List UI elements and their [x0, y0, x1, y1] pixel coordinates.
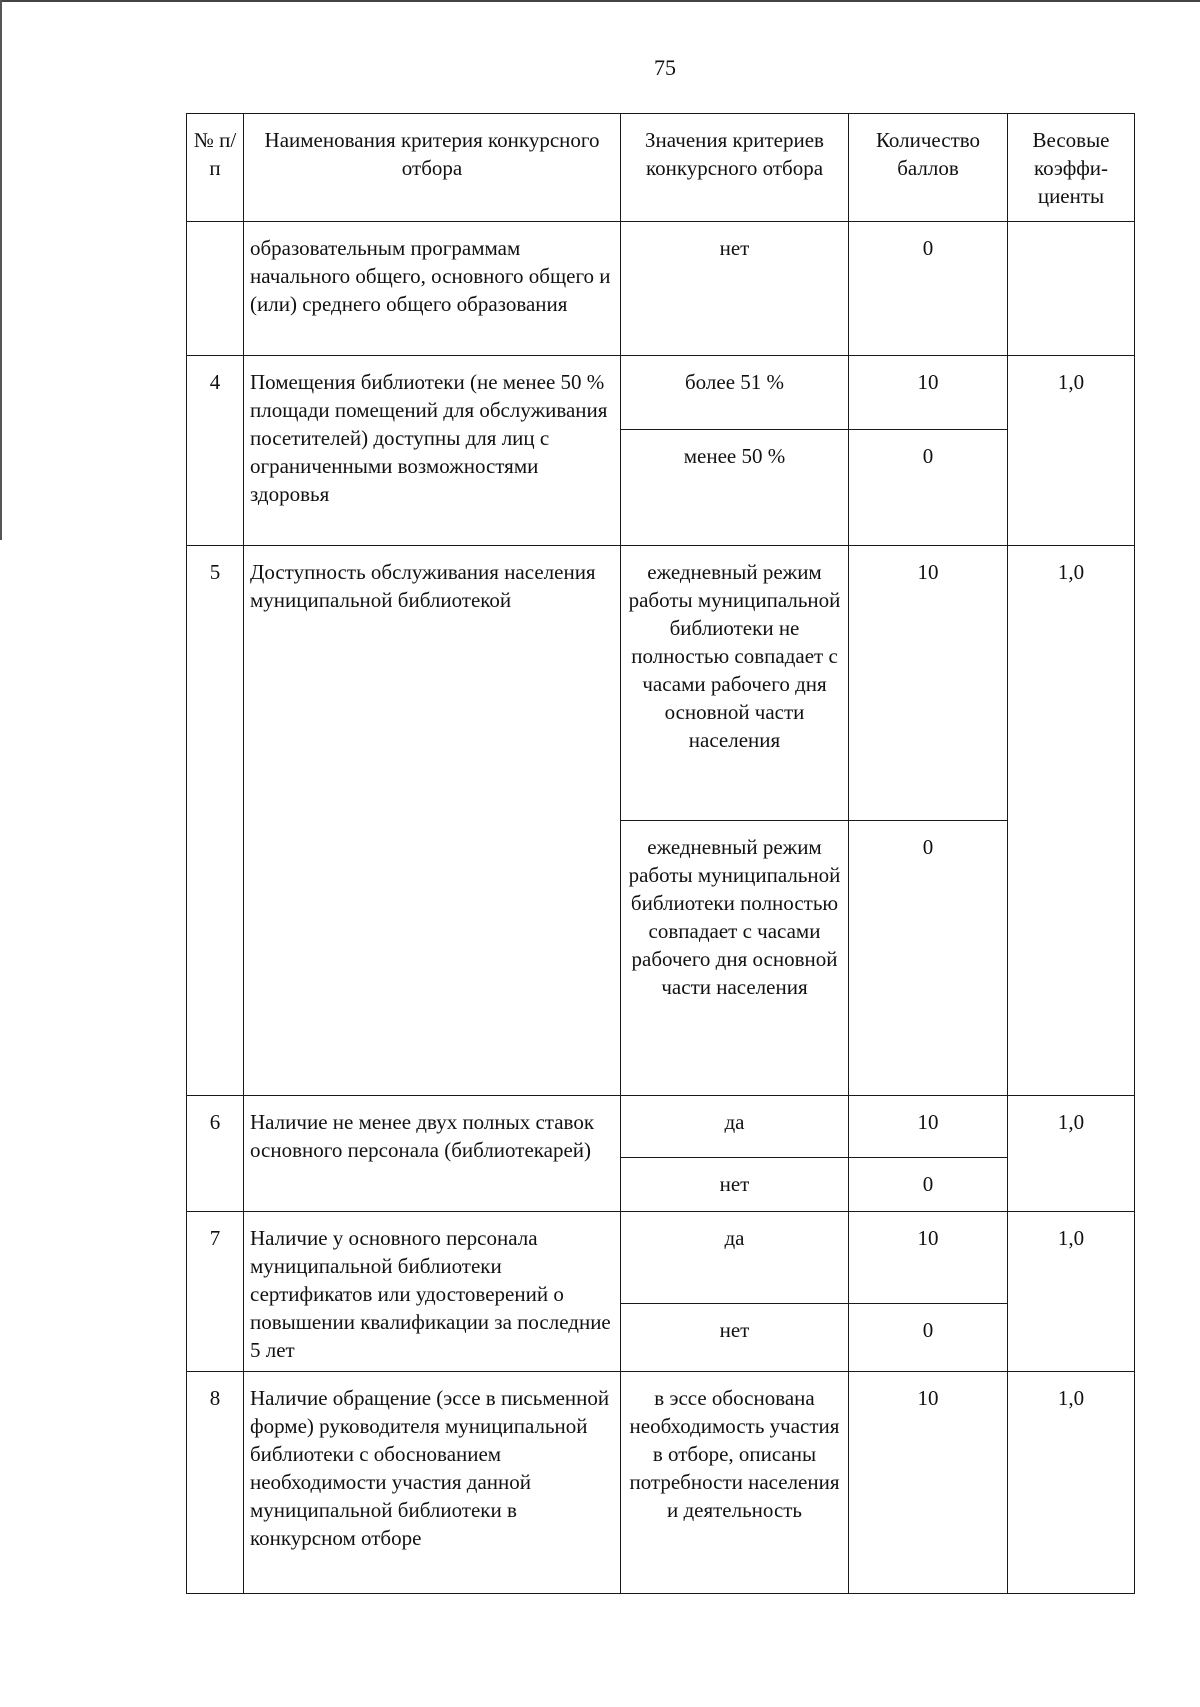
row5-option2-points: 0	[849, 821, 1008, 1096]
row4-option1-value: более 51 %	[621, 356, 849, 430]
row-cont-value: нет	[621, 222, 849, 356]
header-name: Наименования критерия конкурсного отбора	[244, 114, 621, 222]
row4-name: Помещения библиотеки (не менее 50 % площади помещений для обслуживания посетителей) доступны для лиц с ограниченными возможностями здоровья	[244, 356, 621, 546]
row6-coef: 1,0	[1008, 1096, 1135, 1212]
row7-option2-points: 0	[849, 1304, 1008, 1372]
header-coef: Весовые коэффи-циенты	[1008, 114, 1135, 222]
page-number: 75	[654, 55, 676, 80]
row8-option1-points: 10	[849, 1372, 1008, 1594]
row7-option1-value: да	[621, 1212, 849, 1304]
row-cont-num	[187, 222, 244, 356]
row5-coef: 1,0	[1008, 546, 1135, 1096]
row4-option2-points: 0	[849, 430, 1008, 546]
row5-name: Доступность обслуживания населения муниципальной библиотекой	[244, 546, 621, 1096]
scan-edge-left	[0, 0, 2, 540]
row5-option2-value: ежедневный режим работы муниципальной библиотеки полностью совпадает с часами рабочего дня основной части населения	[621, 821, 849, 1096]
criteria-table	[186, 113, 1135, 1594]
table-row-7	[187, 1212, 1135, 1304]
table-row-continuation	[187, 222, 1135, 356]
row-cont-coef	[1008, 222, 1135, 356]
table-row-8	[187, 1372, 1135, 1594]
row6-option1-value: да	[621, 1096, 849, 1158]
table-row-6	[187, 1096, 1135, 1158]
table-header-row	[187, 114, 1135, 222]
row7-name: Наличие у основного персонала муниципальной библиотеки сертификатов или удостоверений о повышении квалификации за последние 5 лет	[244, 1212, 621, 1372]
row7-option1-points: 10	[849, 1212, 1008, 1304]
row4-num: 4	[187, 356, 244, 546]
row7-coef: 1,0	[1008, 1212, 1135, 1372]
row7-num: 7	[187, 1212, 244, 1372]
row5-option1-points: 10	[849, 546, 1008, 821]
row6-option2-value: нет	[621, 1158, 849, 1212]
row5-option1-value: ежедневный режим работы муниципальной библиотеки не полностью совпадает с часами рабочего дня основной части населения	[621, 546, 849, 821]
row4-coef: 1,0	[1008, 356, 1135, 546]
row4-option2-value: менее 50 %	[621, 430, 849, 546]
header-values: Значения критериев конкурсного отбора	[621, 114, 849, 222]
row7-option2-value: нет	[621, 1304, 849, 1372]
row8-option1-value: в эссе обоснована необходимость участия в отборе, описаны потребности населения и деятельность	[621, 1372, 849, 1594]
row6-name: Наличие не менее двух полных ставок основного персонала (библиотекарей)	[244, 1096, 621, 1212]
row8-name: Наличие обращение (эссе в письменной форме) руководителя муниципальной библиотеки с обоснованием необходимости участия данной муниципальной библиотеки в конкурсном отборе	[244, 1372, 621, 1594]
table-row-5	[187, 546, 1135, 821]
row6-option2-points: 0	[849, 1158, 1008, 1212]
row6-num: 6	[187, 1096, 244, 1212]
row8-num: 8	[187, 1372, 244, 1594]
header-num: № п/п	[187, 114, 244, 222]
header-points: Количество баллов	[849, 114, 1008, 222]
row-cont-name: образовательным программам начального общего, основного общего и (или) среднего общего образования	[244, 222, 621, 356]
row6-option1-points: 10	[849, 1096, 1008, 1158]
row8-coef: 1,0	[1008, 1372, 1135, 1594]
scan-edge-top	[0, 0, 1200, 2]
row4-option1-points: 10	[849, 356, 1008, 430]
row-cont-points: 0	[849, 222, 1008, 356]
table-row-4	[187, 356, 1135, 430]
row5-num: 5	[187, 546, 244, 1096]
